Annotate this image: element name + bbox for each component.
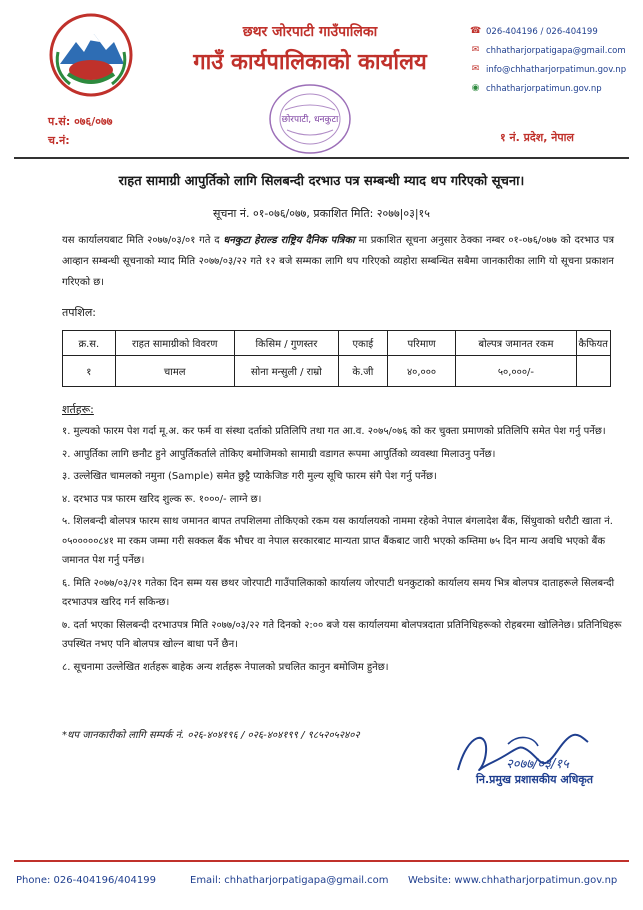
- contact-email-2-text: info@chhatharjorpatimun.gov.np: [486, 64, 627, 75]
- table-row: [63, 356, 611, 387]
- items-table: [62, 330, 611, 387]
- col-remarks: कैफियत: [576, 331, 610, 356]
- contact-web-text: chhatharjorpatimun.gov.np: [486, 83, 602, 94]
- cell-serial: १: [63, 356, 116, 387]
- col-bid-security: बोल्पत्र जमानत रकम: [456, 331, 576, 356]
- signatory-title: नि.प्रमुख प्रशासकीय अधिकृत: [476, 773, 594, 786]
- contact-list: [470, 22, 640, 98]
- office-name: छथर जोरपाटी गाउँपालिका: [242, 24, 378, 40]
- contact-phone-text: 026-404196 / 026-404199: [486, 26, 598, 37]
- email-icon: ✉: [471, 64, 480, 74]
- cell-description: चामल: [115, 356, 234, 387]
- cell-remarks: [576, 356, 610, 387]
- table-header-row: [63, 331, 611, 356]
- term-item: २. आपुर्तिका लागि छनौट हुने आपुर्तिकर्ताले तोकिए बमोजिमको सामाग्री वडागत रूपमा आपुर्तिको व्यवस्था मिलाउनु पर्नेछ।: [62, 448, 496, 460]
- footer-website[interactable]: Website: www.chhatharjorpatimun.gov.np: [408, 875, 618, 886]
- cell-unit: के.जी: [339, 356, 388, 387]
- details-label: तपशिल:: [62, 306, 97, 319]
- terms-title: शर्तहरू:: [62, 403, 94, 416]
- intro-text-2: मा प्रकाशित सूचना अनुसार ठेक्का नम्बर ०१-०७६/०७७ को दरभाउ पत्र आव्हान सम्बन्धी सूचनाको म्याद मिति २०७७/०३/२२ गते १२ बजे सम्मका लागि थप गरिएको व्यहोरा सम्बन्धित सबैमा जानकारीका लागि यो सूचना प्रकाशन गरिएको छ।: [62, 235, 614, 288]
- term-item: ५. शिलबन्दी बोलपत्र फारम साथ जमानत बापत तपशिलमा तोकिएको रकम यस कार्यालयको नाममा रहेको नेपाल बंगलादेश बैंक, सिंधुवाको धरौटी खाता नं. ०५०००००८४१ मा रकम जम्मा गरी सक्कल बैंक भौचर वा नेपाल सरकारबाट मान्यता प्राप्त बैंकबाट जारी भएको कम्तिमा ७५ दिन मान्य अवधि भएको बैंक जमानत पेश गर्नु पर्नेछ।: [62, 516, 613, 566]
- term-item: ६. मिति २०७७/०३/२१ गतेका दिन सम्म यस छथर जोरपाटी गाउँपालिकाको कार्यालय जोरपाटी धनकुटाको कार्यालय समय भित्र बोलपत्र दाताहरूले सिलबन्दी दरभाउपत्र खरिद गर्न सकिन्छ।: [62, 577, 615, 608]
- cell-quantity: ४०,०००: [387, 356, 456, 387]
- intro-text-1: यस कार्यालयबाट मिति २०७७/०३/०१ गते द: [62, 235, 224, 246]
- contact-web: [470, 79, 640, 98]
- ref-number: प.सं: ०७६/०७७: [48, 115, 113, 128]
- col-quantity: परिमाण: [387, 331, 456, 356]
- notice-heading: राहत सामाग्री आपुर्तिको लागि सिलबन्दी दरभाउ पत्र सम्बन्धी म्याद थप गरिएको सूचना।: [118, 174, 525, 189]
- dispatch-number: च.नं:: [48, 134, 70, 147]
- signature-date: २०७७/०३/१५: [506, 757, 569, 772]
- nepal-emblem-logo: [48, 12, 134, 98]
- cell-bid-security: ५०,०००/-: [456, 356, 576, 387]
- web-icon: ◉: [471, 83, 480, 93]
- contact-email-1: [470, 41, 640, 60]
- footer-email[interactable]: Email: chhatharjorpatigapa@gmail.com: [190, 875, 389, 886]
- term-item: ३. उल्लेखित चामलको नमुना (Sample) समेत छुट्टै प्याकेजिङ गरी मुल्य सूचि फारम संगै पेश गर्नु पर्नेछ।: [62, 471, 437, 482]
- term-item: ८. सूचनामा उल्लेखित शर्तहरू बाहेक अन्य शर्तहरू नेपालको प्रचलित कानुन बमोजिम हुनेछ।: [62, 661, 389, 673]
- notice-intro: [62, 230, 614, 293]
- col-serial: क्र.स.: [63, 331, 116, 356]
- reference-block: [48, 112, 112, 150]
- footer-divider: [14, 860, 629, 862]
- footer-phone: Phone: 026-404196/404199: [16, 875, 156, 886]
- notice-reference: सूचना नं. ०१-०७६/०७७, प्रकाशित मिति: २०७७|०३|१५: [213, 207, 430, 220]
- cell-type-quality: सोना मन्सुली / राम्रो: [234, 356, 338, 387]
- newspaper-name: धनकुटा हेराल्ड राष्ट्रिय दैनिक पत्रिका: [223, 235, 355, 246]
- col-type-quality: किसिम / गुणस्तर: [234, 331, 338, 356]
- term-item: ४. दरभाउ पत्र फारम खरिद शुल्क रू. १०००/- लाग्ने छ।: [62, 493, 262, 505]
- office-title: गाउँ कार्यपालिकाको कार्यालय: [193, 50, 427, 75]
- stamp-text: छोरपाटी, धनकुटा: [281, 115, 339, 125]
- contact-phone: [470, 22, 640, 41]
- email-icon: ✉: [471, 45, 480, 55]
- terms-list: [62, 422, 622, 680]
- contact-email-1-text: chhatharjorpatigapa@gmail.com: [486, 45, 626, 56]
- header-divider: [14, 157, 629, 159]
- term-item: १. मुल्यको फारम पेश गर्दा मू.अ. कर फर्म वा संस्था दर्ताको प्रतिलिपि तथा गत आ.व. २०७५/०७६ को कर चुक्ता प्रमाणको प्रतिलिपि समेत पेश गर्नु पर्नेछ।: [62, 426, 606, 437]
- term-item: ७. दर्ता भएका सिलबन्दी दरभाउपत्र मिति २०७७/०३/२२ गते दिनको २:०० बजे यस कार्यालयमा बोलपत्रदाता प्रतिनिधिहरूको रोहबरमा खोलिनेछ। प्रतिनिधिहरू उपस्थित नभए पनि बोलपत्र खोल्न बाधा पर्ने छैन।: [62, 619, 622, 650]
- contact-email-2: [470, 60, 640, 79]
- office-stamp: [265, 80, 355, 158]
- contact-note: *थप जानकारीको लागि सम्पर्क नं. ०२६-४०४१९६ / ०२६-४०४१९९ / ९८५२०५२४०२: [62, 730, 360, 741]
- province-label: १ नं. प्रदेश, नेपाल: [500, 131, 574, 144]
- phone-icon: ☎: [470, 26, 482, 36]
- col-unit: एकाई: [339, 331, 388, 356]
- col-description: राहत सामाग्रीको विवरण: [115, 331, 234, 356]
